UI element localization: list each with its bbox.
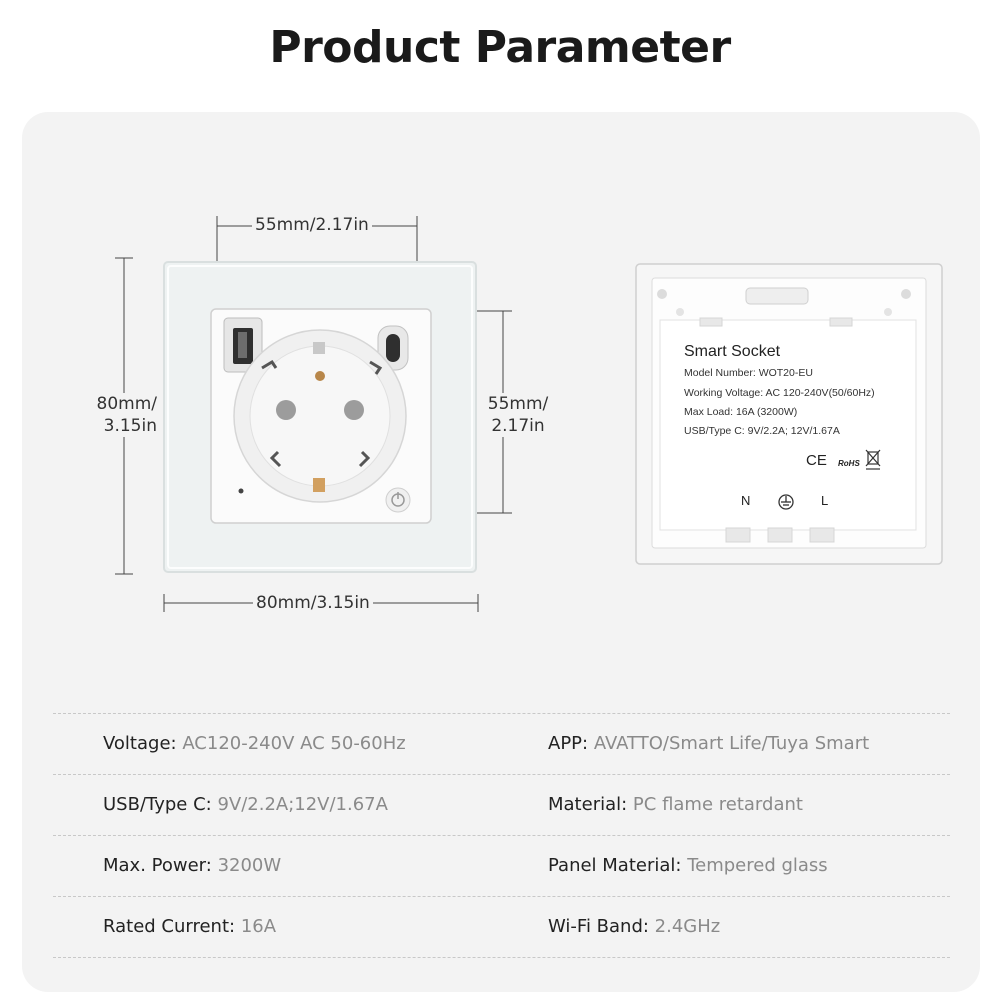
spec-wifi-band: Wi-Fi Band: 2.4GHz xyxy=(548,916,721,937)
back-label-line-1: Model Number: WOT20-EU xyxy=(684,367,813,379)
back-label-heading: Smart Socket xyxy=(684,343,781,360)
terminal-n-label: N xyxy=(741,493,751,508)
ce-mark: CE xyxy=(806,452,827,469)
bottom-width-label: 80mm/3.15in xyxy=(253,592,373,614)
terminal-l-label: L xyxy=(821,493,829,508)
spec-row xyxy=(53,774,950,835)
spec-voltage: Voltage: AC120-240V AC 50-60Hz xyxy=(103,733,406,754)
spec-row xyxy=(53,713,950,774)
panel-height-line2: 3.15in xyxy=(103,416,157,436)
spec-row xyxy=(53,835,950,896)
spec-material: Material: PC flame retardant xyxy=(548,794,803,815)
top-width-label: 55mm/2.17in xyxy=(252,214,372,236)
module-height-label xyxy=(478,393,558,437)
spec-max-power: Max. Power: 3200W xyxy=(103,855,282,876)
spec-panel-material: Panel Material: Tempered glass xyxy=(548,855,828,876)
panel-height-line1: 80mm/ xyxy=(96,394,157,414)
rohs-mark: RoHS xyxy=(838,459,860,468)
module-height-line1: 55mm/ xyxy=(487,394,549,414)
spec-usb: USB/Type C: 9V/2.2A;12V/1.67A xyxy=(103,794,388,815)
back-label-line-4: USB/Type C: 9V/2.2A; 12V/1.67A xyxy=(684,425,840,437)
spec-row xyxy=(53,896,950,958)
back-label-line-3: Max Load: 16A (3200W) xyxy=(684,406,798,418)
back-label-line-2: Working Voltage: AC 120-240V(50/60Hz) xyxy=(684,387,875,399)
spec-app: APP: AVATTO/Smart Life/Tuya Smart xyxy=(548,733,870,754)
panel-height-label xyxy=(74,393,160,437)
page-title: Product Parameter xyxy=(269,22,731,73)
module-height-line2: 2.17in xyxy=(491,416,545,436)
spec-rated-current: Rated Current: 16A xyxy=(103,916,277,937)
spec-table xyxy=(53,713,950,958)
